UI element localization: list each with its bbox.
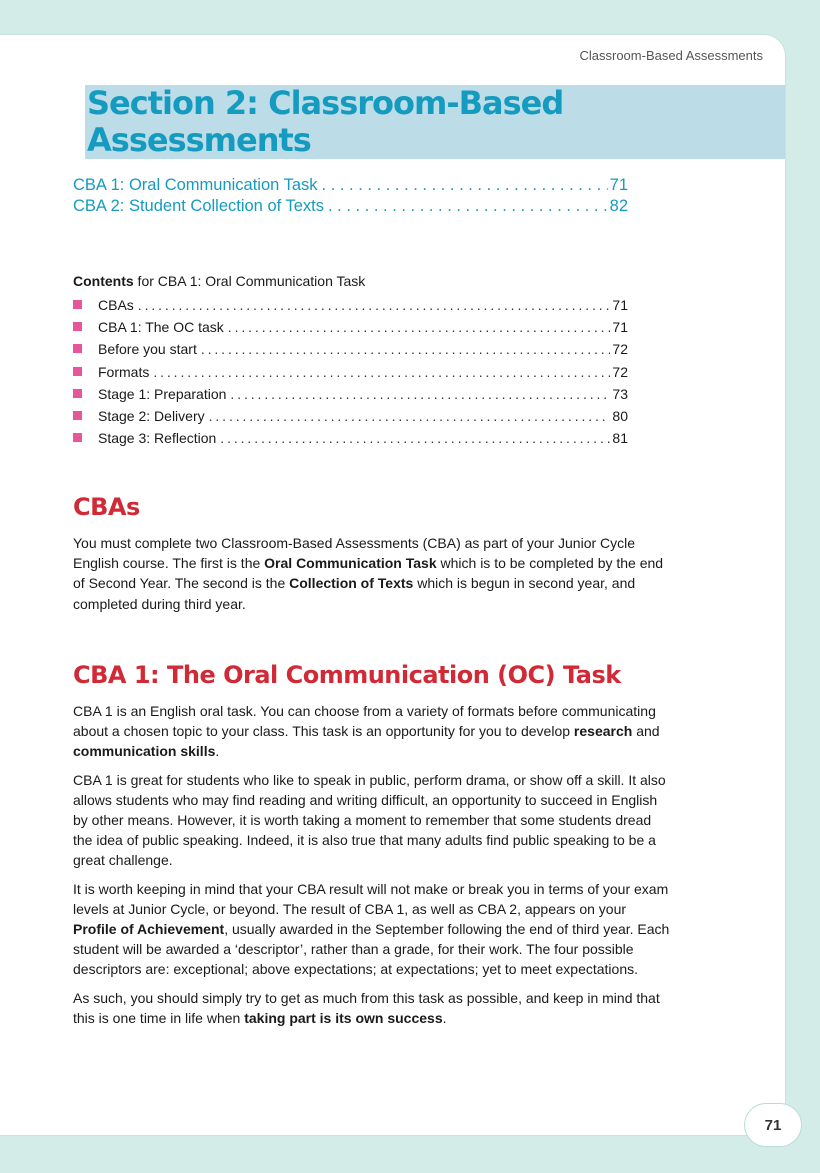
page [0,34,786,1136]
cba1-heading: CBA 1: The Oral Communication (OC) Task [73,661,621,689]
item-page: 72 [612,341,628,358]
leader-dots [228,316,611,338]
list-item[interactable] [73,427,628,449]
text-run: CBA 1 is an English oral task. You can choose from a variety of formats before communicating about a chosen topic to your class. This task is an opportunity for you to develop [73,703,656,740]
cbas-body [73,533,673,622]
cba1-contents-heading [73,272,628,290]
toc-entry-cba2[interactable] [73,196,628,217]
toc-entry-label: CBA 1: Oral Communication Task [73,176,318,194]
text-run: which is begun in second year, and completed during third year. [73,575,636,612]
toc-entry-page: 71 [609,176,628,194]
item-page: 72 [612,363,628,380]
square-bullet-icon [73,411,82,420]
square-bullet-icon [73,300,82,309]
text-run: It is worth keeping in mind that your CBA result will not make or break you in terms of your exam levels at Junior Cycle, or beyond. The result of CBA 1, as well as CBA 2, appears on your [73,880,669,917]
list-item[interactable] [73,338,628,360]
text-run: and [632,723,660,740]
leader-dots [328,196,608,217]
cba1-paragraph-4 [73,988,673,1028]
text-run: which is to be completed by the end of Second Year. The second is the [73,555,664,592]
contents-label: Contents [73,273,134,289]
cba1-paragraph-3 [73,879,673,980]
toc-entry-label: CBA 2: Student Collection of Texts [73,197,325,215]
bold-run: Collection of Texts [289,575,414,592]
bold-run: communication skills [73,743,216,760]
list-item[interactable] [73,316,628,338]
section-title: Section 2: Classroom-Based Assessments [85,85,785,159]
list-item[interactable] [73,405,628,427]
toc-entry-page: 82 [609,197,628,215]
cba1-contents [73,272,628,449]
toc-entry-cba1[interactable] [73,175,628,196]
text-run: . [215,743,220,760]
leader-dots [209,405,611,427]
cba1-contents-list [73,294,628,449]
square-bullet-icon [73,367,82,376]
leader-dots [201,338,611,360]
item-page: 71 [612,297,628,313]
item-page: 80 [612,408,628,425]
page-number: 71 [744,1103,802,1147]
item-label: Stage 3: Reflection [98,430,217,447]
item-label: Formats [98,363,150,380]
leader-dots [322,175,608,196]
bold-run: Oral Communication Task [264,555,437,572]
text-run: , usually awarded in the September following the end of third year. Each student will be awarded a ‘descriptor’, rather than a grade, for their work. The four possible descriptors are: exceptional; above expectations; at expectations; yet to meet expectations. [73,921,670,978]
square-bullet-icon [73,389,82,398]
list-item[interactable] [73,294,628,316]
bold-run: taking part is its own success [244,1009,443,1026]
cbas-paragraph-1 [73,533,673,614]
item-label: Stage 1: Preparation [98,385,227,402]
cbas-heading: CBAs [73,493,140,521]
item-label: CBA 1: The OC task [98,319,224,336]
leader-dots [230,383,610,405]
item-label: CBAs [98,297,134,313]
contents-heading-rest: for CBA 1: Oral Communication Task [133,273,366,289]
list-item[interactable] [73,383,628,405]
leader-dots [138,294,611,316]
leader-dots [220,427,610,449]
cba1-body [73,701,673,1036]
item-page: 71 [612,319,628,336]
running-head: Classroom-Based Assessments [579,48,763,63]
bold-run: research [573,723,633,740]
item-page: 81 [612,430,628,447]
leader-dots [153,361,610,383]
item-label: Before you start [98,341,197,358]
list-item[interactable] [73,361,628,383]
main-contents [73,175,628,217]
item-label: Stage 2: Delivery [98,408,205,425]
cba1-paragraph-1 [73,701,673,762]
text-run: . [442,1009,447,1026]
text-run: As such, you should simply try to get as much from this task as possible, and keep in mind that this is one time in life when [73,989,660,1026]
square-bullet-icon [73,322,82,331]
square-bullet-icon [73,433,82,442]
text-run: You must complete two Classroom-Based Assessments (CBA) as part of your Junior Cycle English course. The first is the [73,535,636,572]
cba1-paragraph-2: CBA 1 is great for students who like to speak in public, perform drama, or show off a skill. It also allows students who may find reading and writing difficult, an opportunity to succeed in English by other means. However, it is worth taking a moment to remember that some students dread the idea of public speaking. Indeed, it is also true that many adults find public speaking to be a great challenge. [73,771,666,869]
bold-run: Profile of Achievement [73,921,225,938]
item-page: 73 [612,385,628,402]
square-bullet-icon [73,344,82,353]
